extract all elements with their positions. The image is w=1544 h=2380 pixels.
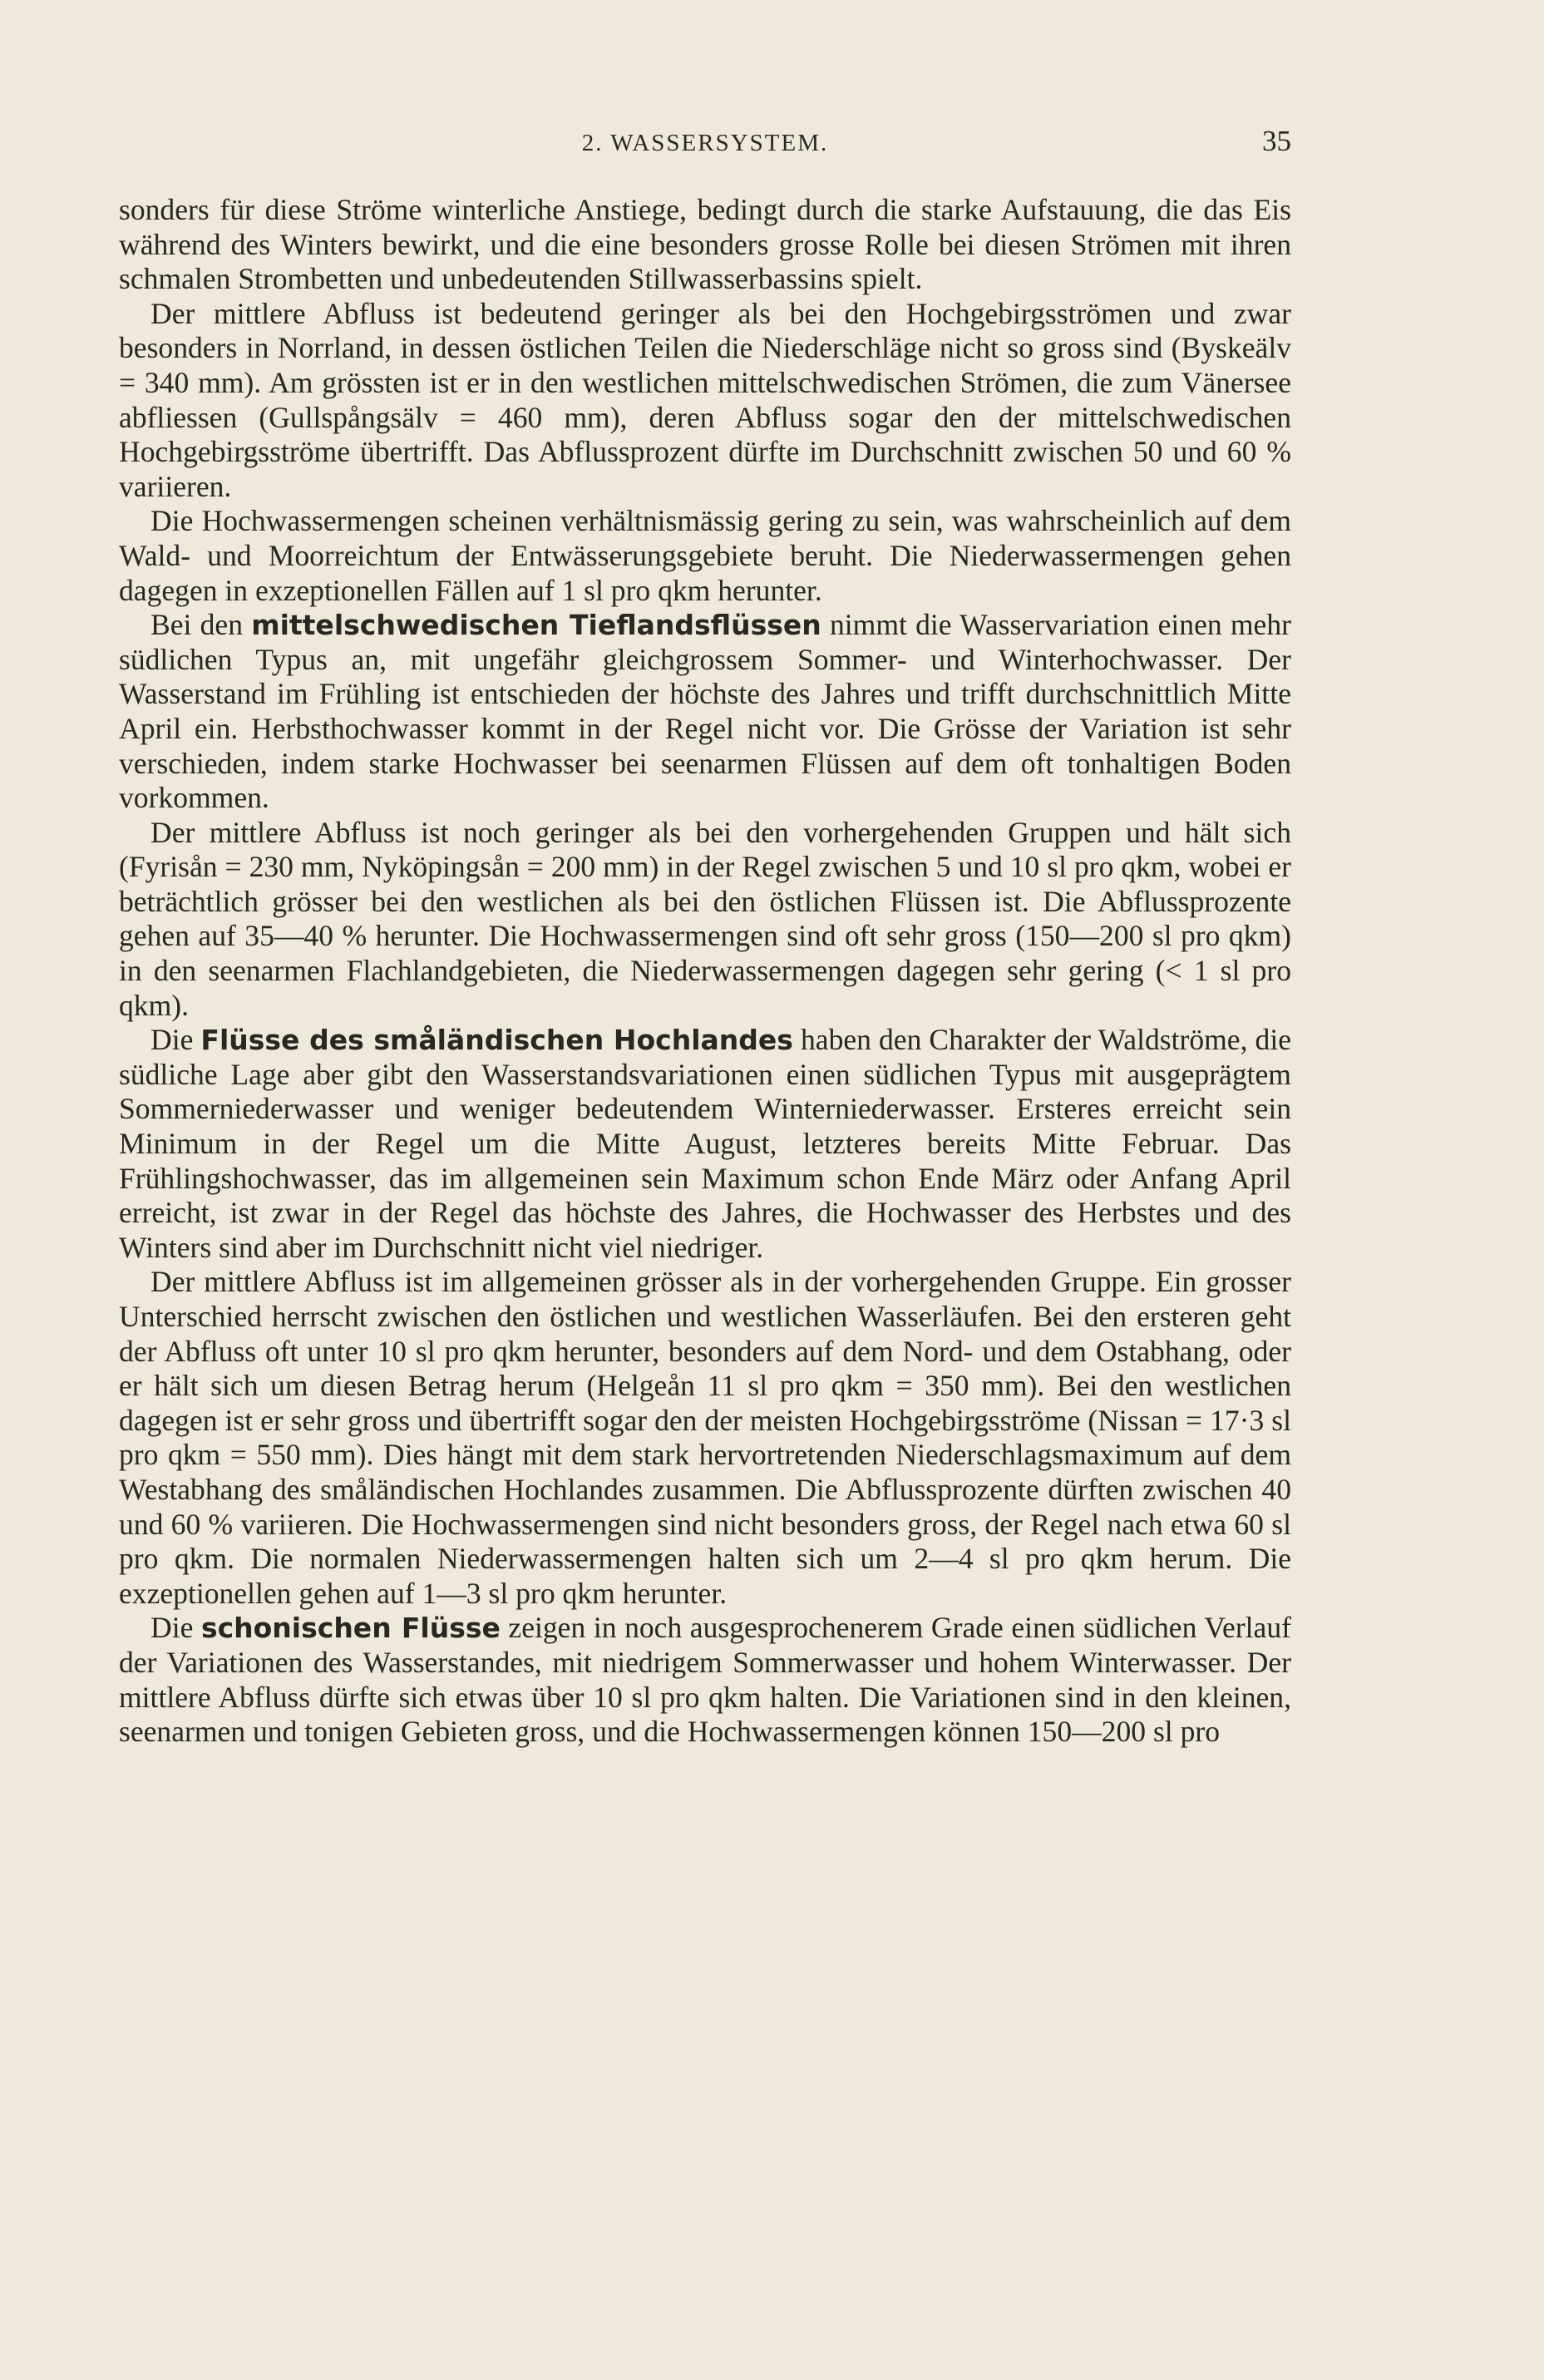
paragraph-lead: Die	[150, 1611, 201, 1645]
paragraph-rest: zeigen in noch ausgesprochenerem Grade einen südlichen Verlauf der Variationen des Wasserstandes, mit niedrigem Sommerwasser und hohem Winterwasser. Der mittlere Abfluss dürfte sich etwas über 10 sl pro qkm halten. Die Variationen sind in den kleinen, seenarmen und tonigen Gebieten gross, und die Hochwassermengen können 150—200 sl pro	[119, 1611, 1291, 1749]
section-keyword: Flüsse des småländischen Hochlandes	[200, 1024, 793, 1057]
body-text	[119, 193, 1291, 1750]
paragraph: Der mittlere Abfluss ist bedeutend geringer als bei den Hochgebirgsströmen und zwar besonders in Norrland, in dessen östlichen Teilen die Niederschläge nicht so gross sind (Byskeälv = 340 mm). Am grössten ist er in den westlichen mittelschwedischen Strömen, die zum Vänersee abfliessen (Gullspångsälv = 460 mm), deren Abfluss sogar den der mittelschwedischen Hochgebirgsströme übertrifft. Das Abflussprozent dürfte im Durchschnitt zwischen 50 und 60 % variieren.	[119, 296, 1291, 503]
paragraph: Der mittlere Abfluss ist noch geringer als bei den vorhergehenden Gruppen und hält sich (Fyrisån = 230 mm, Nyköpingsån = 200 mm) in der Regel zwischen 5 und 10 sl pro qkm, wobei er beträchtlich grösser bei den westlichen als bei den östlichen Flüssen ist. Die Abflussprozente gehen auf 35—40 % herunter. Die Hochwassermengen sind oft sehr gross (150—200 sl pro qkm) in den seenarmen Flachlandgebieten, die Niederwassermengen dagegen sehr gering (< 1 sl pro qkm).	[119, 815, 1291, 1022]
paragraph-rest: nimmt die Wasservariation einen mehr südlichen Typus an, mit ungefähr gleichgrossem Sommer- und Winterhochwasser. Der Wasserstand im Frühling ist entschieden der höchste des Jahres und trifft durchschnittlich Mitte April ein. Herbsthochwasser kommt in der Regel nicht vor. Die Grösse der Variation ist sehr verschieden, indem starke Hochwasser bei seenarmen Flüssen auf dem oft tonhaltigen Boden vorkommen.	[119, 608, 1291, 815]
section-keyword: mittelschwedischen Tieflandsflüssen	[251, 609, 821, 642]
paragraph-lead: Die	[150, 1023, 201, 1057]
section-keyword: schonischen Flüsse	[200, 1612, 501, 1645]
paragraph: sonders für diese Ströme winterliche Anstiege, bedingt durch die starke Aufstauung, die das Eis während des Winters bewirkt, und die eine besonders grosse Rolle bei diesen Strömen mit ihren schmalen Strombetten und unbedeutenden Stillwasserbassins spielt.	[119, 193, 1291, 296]
paragraph-rest: haben den Charakter der Waldströme, die südliche Lage aber gibt den Wasserstandsvariationen einen südlichen Typus mit ausgeprägtem Sommerniederwasser und weniger bedeutendem Winterniederwasser. Ersteres erreicht sein Minimum in der Regel um die Mitte August, letzteres bereits Mitte Februar. Das Frühlingshochwasser, das im allgemeinen sein Maximum schon Ende März oder Anfang April erreicht, ist zwar in der Regel das höchste des Jahres, die Hochwasser des Herbstes und des Winters sind aber im Durchschnitt nicht viel niedriger.	[119, 1023, 1292, 1264]
paragraph: Die Hochwassermengen scheinen verhältnismässig gering zu sein, was wahrscheinlich auf dem Wald- und Moorreichtum der Entwässerungsgebiete beruht. Die Niederwassermengen gehen dagegen in exzeptionellen Fällen auf 1 sl pro qkm herunter.	[119, 504, 1291, 607]
running-title: 2. WASSERSYSTEM.	[581, 130, 829, 156]
paragraph: Der mittlere Abfluss ist im allgemeinen grösser als in der vorhergehenden Gruppe. Ein grosser Unterschied herrscht zwischen den östlichen und westlichen Wasserläufen. Bei den ersteren geht der Abfluss oft unter 10 sl pro qkm herunter, besonders auf dem Nord- und dem Ostabhang, oder er hält sich um diesen Betrag herum (Helgeån 11 sl pro qkm = 350 mm). Bei den westlichen dagegen ist er sehr gross und übertrifft sogar den der meisten Hochgebirgsströme (Nissan = 17·3 sl pro qkm = 550 mm). Dies hängt mit dem stark hervortretenden Niederschlagsmaximum auf dem Westabhang des småländischen Hochlandes zusammen. Die Abflussprozente dürften zwischen 40 und 60 % variieren. Die Hochwassermengen sind nicht besonders gross, der Regel nach etwa 60 sl pro qkm. Die normalen Niederwassermengen halten sich um 2—4 sl pro qkm herum. Die exzeptionellen gehen auf 1—3 sl pro qkm herunter.	[119, 1265, 1291, 1610]
paragraph	[119, 1611, 1291, 1749]
paragraph-lead: Bei den	[150, 608, 252, 642]
page-header	[119, 125, 1291, 166]
paragraph	[119, 608, 1291, 816]
page-number: 35	[1262, 125, 1291, 157]
paragraph	[119, 1023, 1291, 1265]
